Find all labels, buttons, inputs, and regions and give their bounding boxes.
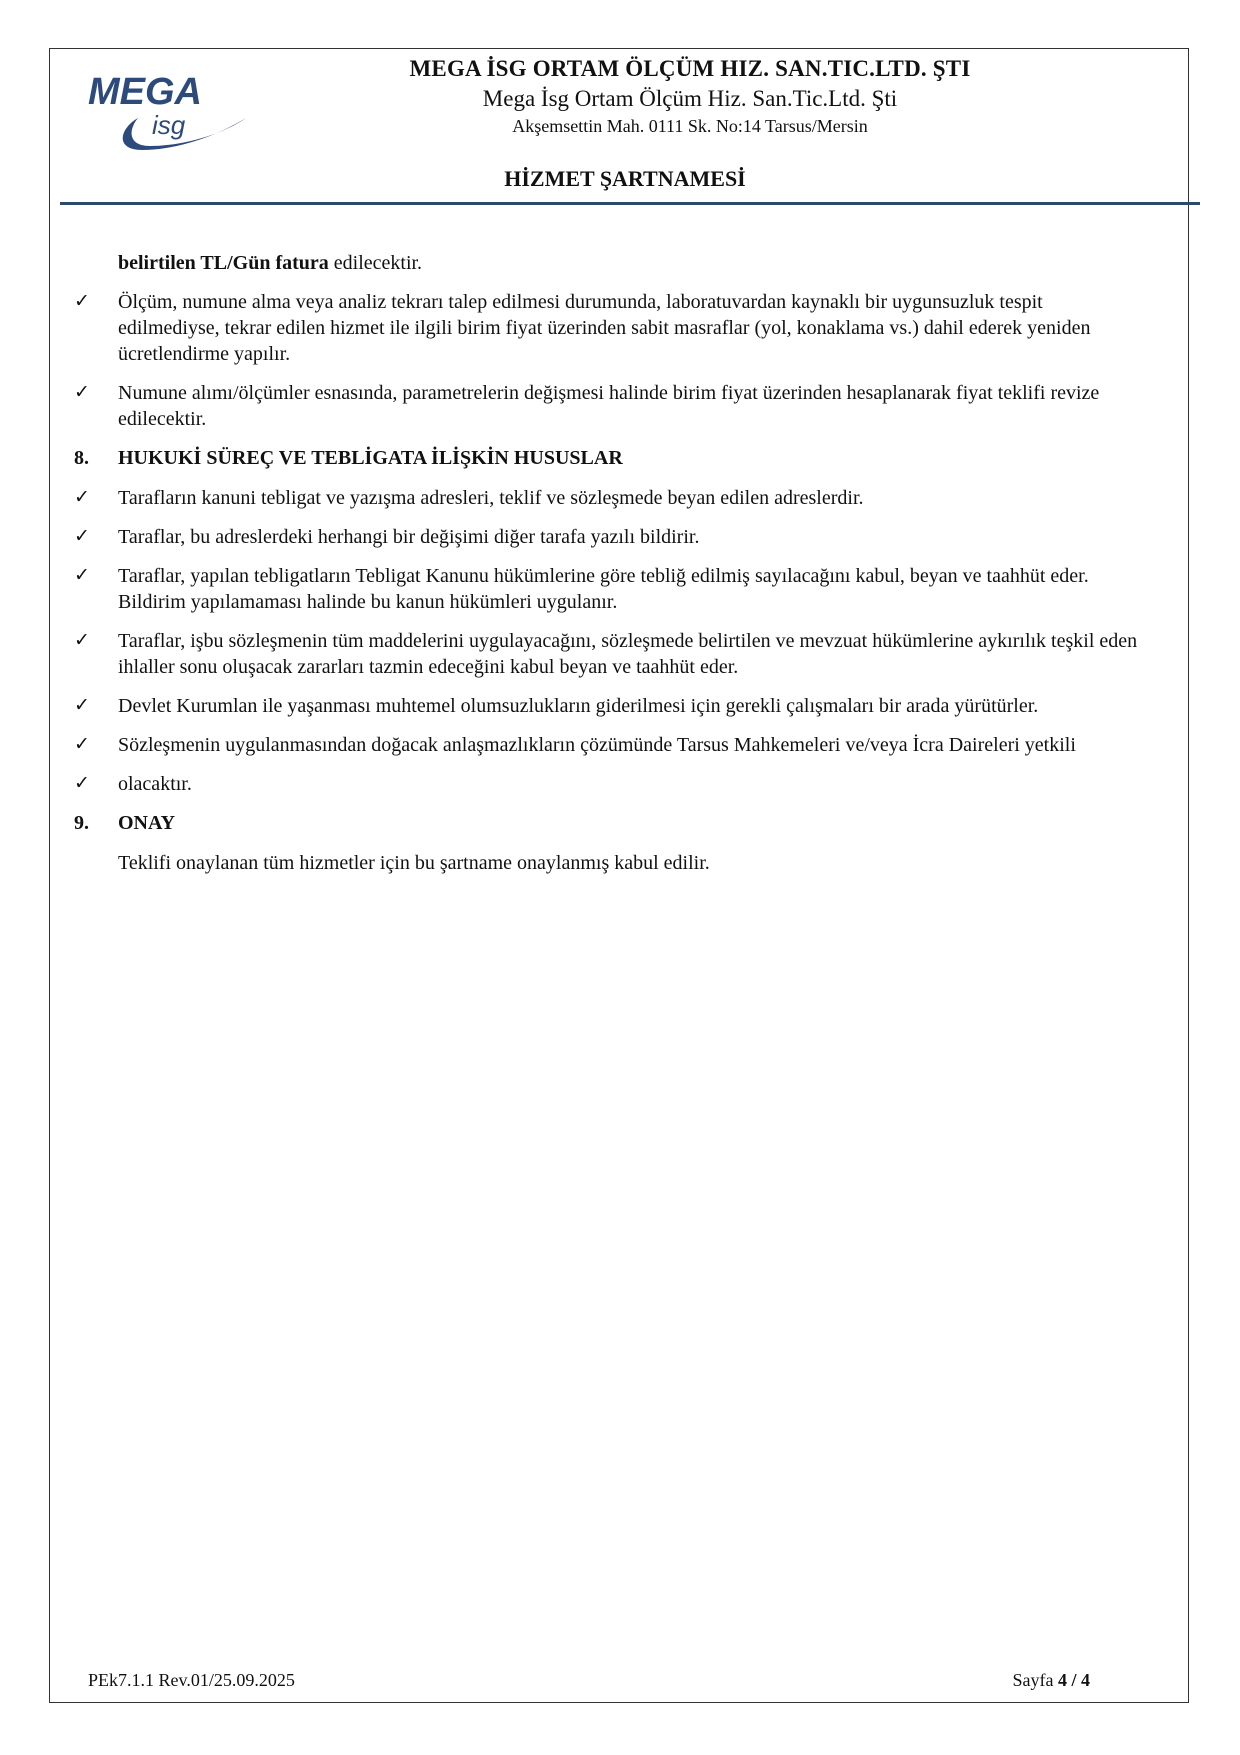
section-heading-9: [72, 810, 1142, 836]
list-item-text: Taraflar, bu adreslerdeki herhangi bir değişimi diğer tarafa yazılı bildirir.: [118, 526, 700, 548]
section-number: 8.: [74, 447, 89, 469]
intro-bold-text: belirtilen TL/Gün fatura: [118, 252, 329, 274]
list-item: [72, 628, 1142, 680]
list-item: [72, 289, 1142, 367]
list-item: [72, 380, 1142, 432]
check-icon: ✓: [74, 525, 90, 547]
page-prefix: Sayfa: [1012, 1670, 1058, 1690]
section-title: ONAY: [118, 812, 176, 834]
company-address: Akşemsettin Mah. 0111 Sk. No:14 Tarsus/Mersin: [512, 116, 868, 136]
check-icon: ✓: [74, 629, 90, 651]
list-item-text: Sözleşmenin uygulanmasından doğacak anlaşmazlıkların çözümünde Tarsus Mahkemeleri ve/veya İcra Daireleri yetkili: [118, 734, 1076, 756]
logo-sub-text: isg: [152, 110, 186, 140]
list-item-text: olacaktır.: [118, 773, 192, 795]
page-number: [1013, 1670, 1091, 1691]
closing-paragraph: Teklifi onaylanan tüm hizmetler için bu şartname onaylanmış kabul edilir.: [118, 852, 710, 874]
section-title: HUKUKİ SÜREÇ VE TEBLİGATA İLİŞKİN HUSUSLAR: [118, 447, 623, 469]
section-heading-8: [72, 445, 1142, 471]
page-separator: /: [1066, 1670, 1081, 1690]
list-item: [72, 485, 1142, 511]
check-icon: ✓: [74, 564, 90, 586]
list-item: [72, 563, 1142, 615]
check-icon: ✓: [74, 486, 90, 508]
header-divider: [60, 202, 1200, 205]
company-name-bold: MEGA İSG ORTAM ÖLÇÜM HIZ. SAN.TIC.LTD. ŞTI: [409, 56, 971, 81]
list-item: [72, 732, 1142, 758]
check-icon: ✓: [74, 381, 90, 403]
company-name: Mega İsg Ortam Ölçüm Hiz. San.Tic.Ltd. Şti: [482, 86, 898, 111]
check-icon: ✓: [74, 290, 90, 312]
mega-isg-logo: [70, 58, 260, 170]
section-number: 9.: [74, 812, 89, 834]
check-icon: ✓: [74, 772, 90, 794]
check-icon: ✓: [74, 694, 90, 716]
list-item: [72, 524, 1142, 550]
logo-main-text: MEGA: [88, 71, 202, 113]
page-current: 4: [1057, 1670, 1067, 1690]
intro-rest-text: edilecektir.: [328, 252, 423, 274]
list-item-text: Ölçüm, numune alma veya analiz tekrarı talep edilmesi durumunda, laboratuvardan kaynaklı bir uygunsuzluk tespit edilmediyse, tekrar edilen hizmet ile ilgili birim fiyat üzerinden sabit masraflar (yol, konaklama vs.) dahil ederek yeniden ücretlendirme yapılır.: [118, 291, 1091, 365]
document-code: PEk7.1.1 Rev.01/25.09.2025: [88, 1670, 295, 1690]
list-item-text: Devlet Kurumlan ile yaşanması muhtemel olumsuzlukların giderilmesi için gerekli çalışmaları bir arada yürütürler.: [118, 695, 1039, 717]
company-logo: [70, 58, 260, 170]
document-body: [72, 250, 1142, 876]
list-item-text: Tarafların kanuni tebligat ve yazışma adresleri, teklif ve sözleşmede beyan edilen adreslerdir.: [118, 487, 864, 509]
check-icon: ✓: [74, 733, 90, 755]
list-item-text: Numune alımı/ölçümler esnasında, parametrelerin değişmesi halinde birim fiyat üzerinden hesaplanarak fiyat teklifi revize edilecektir.: [118, 382, 1100, 430]
intro-line: [72, 250, 1142, 276]
list-item: [72, 693, 1142, 719]
document-title: HİZMET ŞARTNAMESİ: [504, 166, 746, 191]
list-item-text: Taraflar, yapılan tebligatların Tebligat Kanunu hükümlerine göre tebliğ edilmiş sayılacağını kabul, beyan ve taahhüt eder. Bildirim yapılamaması halinde bu kanun hükümleri uygulanır.: [118, 565, 1089, 613]
list-item-text: Taraflar, işbu sözleşmenin tüm maddelerini uygulayacağını, sözleşmede belirtilen ve mevzuat hükümlerine aykırılık teşkil eden ihlaller sonu oluşacak zararları tazmin edeceğini kabul beyan ve taahhüt eder.: [118, 630, 1138, 678]
list-item: [72, 771, 1142, 797]
page-total: 4: [1081, 1670, 1090, 1690]
